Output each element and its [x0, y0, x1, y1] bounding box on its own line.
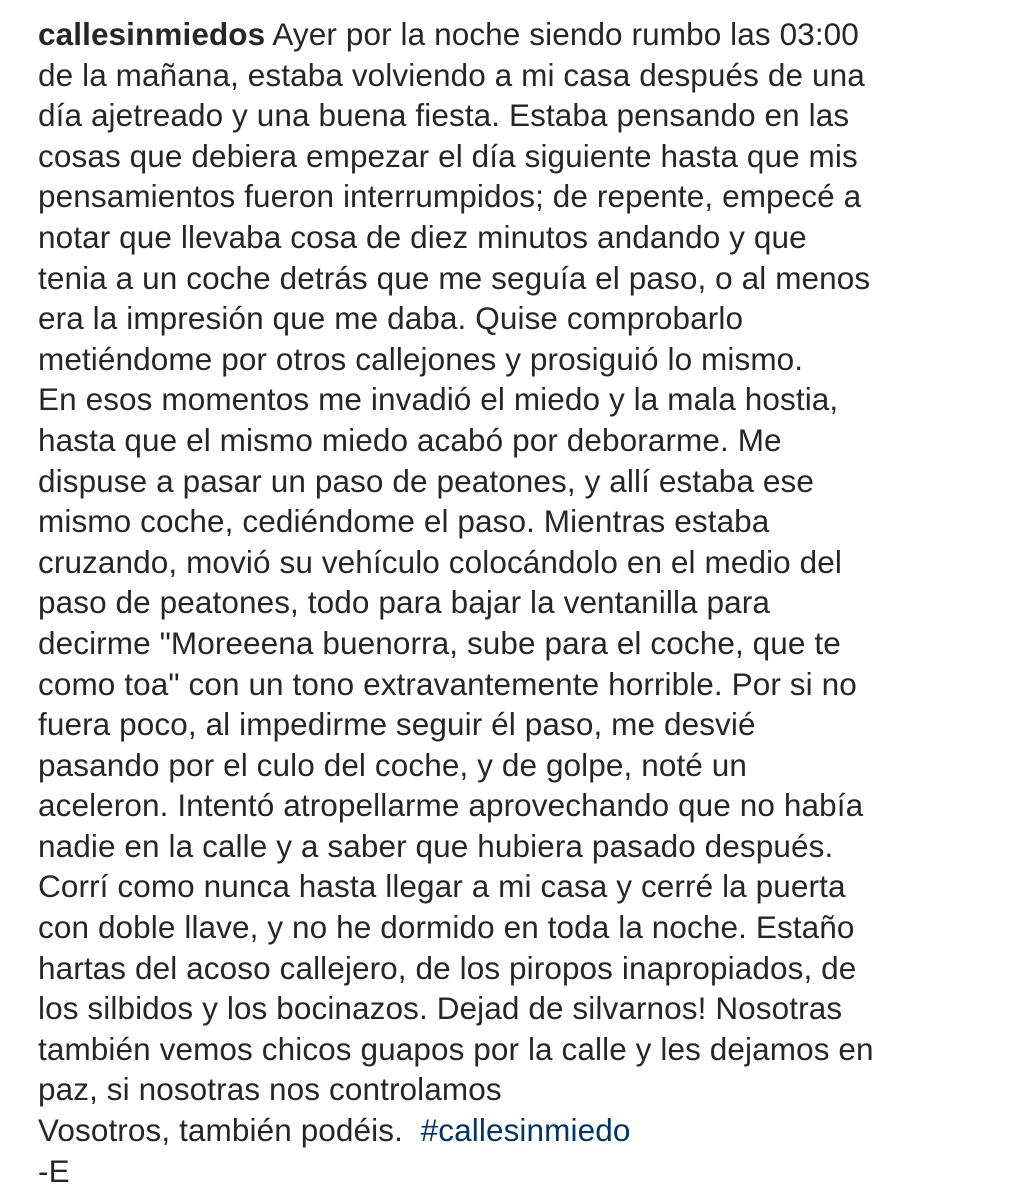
caption-text-line: hasta que el mismo miedo acabó por deborarme. Me — [38, 421, 782, 458]
caption-text-line: los silbidos y los bocinazos. Dejad de silvarnos! Nosotras — [38, 990, 843, 1027]
caption-text-line: cruzando, movió su vehículo colocándolo en el medio del — [38, 543, 842, 580]
caption-text-line: decirme "Moreeena buenorra, sube para el coche, que te — [38, 624, 841, 661]
caption-text-line: como toa" con un tono extravantemente horrible. Por si no — [38, 665, 857, 702]
caption-text-line: era la impresión que me daba. Quise comprobarlo — [38, 300, 744, 337]
caption-text-line: notar que llevaba cosa de diez minutos andando y que — [38, 218, 807, 255]
caption-text-line: día ajetreado y una buena fiesta. Estaba pensando en las — [38, 97, 850, 134]
caption-text-line: pasando por el culo del coche, y de golpe, noté un — [38, 746, 748, 783]
caption-text-line: aceleron. Intentó atropellarme aprovechando que no había — [38, 787, 864, 824]
post-caption — [38, 14, 1013, 1191]
caption-text-line: de la mañana, estaba volviendo a mi casa después de una — [38, 56, 865, 93]
caption-first-line — [38, 14, 1013, 55]
signature: -E — [38, 1152, 70, 1189]
caption-text-line: paz, si nosotras nos controlamos — [38, 1071, 502, 1108]
caption-text-line: hartas del acoso callejero, de los piropos inapropiados, de — [38, 949, 857, 986]
closing-line — [38, 1110, 1013, 1151]
caption-text-line: En esos momentos me invadió el miedo y la mala hostia, — [38, 381, 839, 418]
caption-text-line: nadie en la calle y a saber que hubiera pasado después. — [38, 827, 834, 864]
caption-text-line: metiéndome por otros callejones y prosiguió lo mismo. — [38, 340, 804, 377]
caption-text-line: paso de peatones, todo para bajar la ventanilla para — [38, 584, 770, 621]
caption-text-line: con doble llave, y no he dormido en toda la noche. Estaño — [38, 909, 855, 946]
caption-text-line: pensamientos fueron interrumpidos; de repente, empecé a — [38, 178, 862, 215]
caption-text-line: mismo coche, cediéndome el paso. Mientras estaba — [38, 503, 770, 540]
caption-text-line: Corrí como nunca hasta llegar a mi casa y cerré la puerta — [38, 868, 846, 905]
closing-text: Vosotros, también podéis. — [38, 1112, 421, 1149]
hashtag-link[interactable]: #callesinmiedo — [420, 1112, 631, 1149]
caption-text-line: también vemos chicos guapos por la calle y les dejamos en — [38, 1030, 874, 1067]
caption-text-line: Ayer por la noche siendo rumbo las 03:00 — [265, 16, 859, 52]
caption-text-line: dispuse a pasar un paso de peatones, y allí estaba ese — [38, 462, 814, 499]
caption-text-line: fuera poco, al impedirme seguir él paso, me desvié — [38, 706, 756, 743]
caption-text-line: tenia a un coche detrás que me seguía el paso, o al menos — [38, 259, 871, 296]
caption-text-line: cosas que debiera empezar el día siguiente hasta que mis — [38, 137, 858, 174]
username-link[interactable]: callesinmiedos — [38, 16, 266, 52]
